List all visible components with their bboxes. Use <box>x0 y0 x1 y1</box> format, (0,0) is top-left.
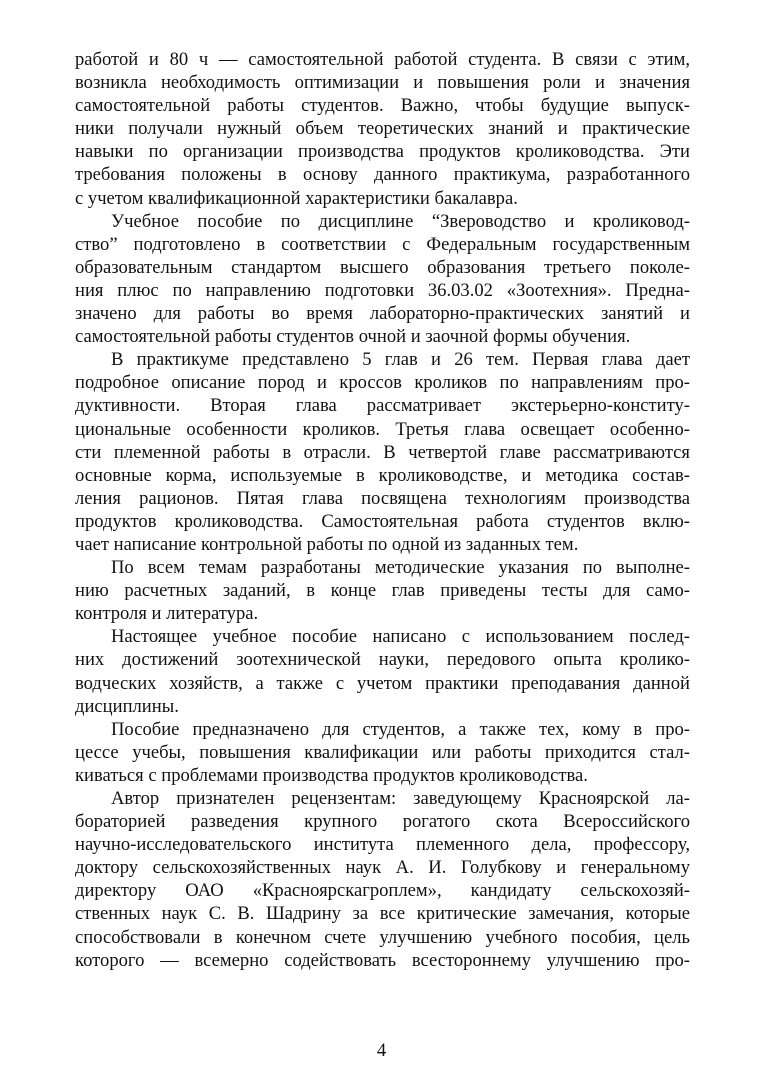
text-line: ственных наук С. В. Шадрину за все критические замечания, которые <box>75 903 690 925</box>
text-line: Пособие предназначено для студентов, а также тех, кому в про- <box>111 718 690 740</box>
text-line: основные корма, используемые в кролиководстве, и методика состав- <box>75 464 690 486</box>
text-line: ники получали нужный объем теоретических знаний и практические <box>75 118 690 140</box>
text-line: ния плюс по направлению подготовки 36.03.02 «Зоотехния». Предна- <box>75 279 690 301</box>
paragraph <box>75 625 690 717</box>
text-line: сти племенной работы в отрасли. В четвертой главе рассматриваются <box>75 441 690 463</box>
paragraph <box>75 210 690 349</box>
text-line: которого — всемерно содействовать всестороннему улучшению про- <box>75 949 690 971</box>
text-line: киваться с проблемами производства продуктов кролиководства. <box>75 764 588 786</box>
text-line: возникла необходимость оптимизации и повышения роли и значения <box>75 72 690 94</box>
text-line: самостоятельной работы студентов очной и заочной формы обучения. <box>75 326 631 348</box>
text-line: образовательным стандартом высшего образования третьего поколе- <box>75 256 690 278</box>
text-line: самостоятельной работы студентов. Важно, чтобы будущие выпуск- <box>75 95 690 117</box>
text-line: директору ОАО «Красноярскагроплем», кандидату сельскохозяй- <box>75 880 690 902</box>
text-line: продуктов кролиководства. Самостоятельная работа студентов вклю- <box>75 510 690 532</box>
text-line: Автор признателен рецензентам: заведующему Красноярской ла- <box>111 788 690 809</box>
paragraph <box>75 787 690 972</box>
paragraph <box>75 556 690 625</box>
text-line: цессе учебы, повышения квалификации или работы приходится стал- <box>75 741 690 763</box>
paragraph <box>75 348 690 556</box>
text-line: В практикуме представлено 5 глав и 26 тем. Первая глава дает <box>111 349 690 371</box>
text-line: Настоящее учебное пособие написано с использованием послед- <box>111 626 690 648</box>
text-line: с учетом квалификационной характеристики бакалавра. <box>75 187 518 209</box>
text-line: Учебное пособие по дисциплине “Звероводство и кроликовод- <box>111 210 690 232</box>
page-number: 4 <box>376 1040 387 1061</box>
text-line: По всем темам разработаны методические указания по выполне- <box>111 557 690 579</box>
text-line: дисциплины. <box>75 695 179 717</box>
text-line: научно-исследовательского института племенного дела, профессору, <box>75 834 690 856</box>
text-line: способствовали в конечном счете улучшению учебного пособия, цель <box>75 926 690 948</box>
text-line: нию расчетных заданий, в конце глав приведены тесты для само- <box>75 580 690 602</box>
text-line: значено для работы во время лабораторно-практических занятий и <box>75 303 690 325</box>
text-line: чает написание контрольной работы по одной из заданных тем. <box>75 533 579 555</box>
text-line: навыки по организации производства продуктов кролиководства. Эти <box>75 141 690 163</box>
text-line: дуктивности. Вторая глава рассматривает экстерьерно-конститу- <box>75 395 690 417</box>
text-line: контроля и литература. <box>75 603 259 625</box>
text-line: работой и 80 ч — самостоятельной работой студента. В связи с этим, <box>75 49 690 70</box>
paragraph <box>75 718 690 787</box>
text-line: циональные особенности кроликов. Третья глава освещает особенно- <box>75 418 690 440</box>
text-line: водческих хозяйств, а также с учетом практики преподавания данной <box>75 672 690 694</box>
document-body <box>75 48 690 972</box>
text-line: требования положены в основу данного практикума, разработанного <box>75 164 690 186</box>
text-line: подробное описание пород и кроссов кроликов по направлениям про- <box>75 372 690 394</box>
text-line: доктору сельскохозяйственных наук А. И. Голубкову и генеральному <box>75 857 690 879</box>
text-line: бораторией разведения крупного рогатого скота Всероссийского <box>75 811 690 833</box>
paragraph <box>75 48 690 210</box>
text-line: ство” подготовлено в соответствии с Федеральным государственным <box>75 233 690 255</box>
text-line: них достижений зоотехнической науки, передового опыта кролико- <box>75 649 690 671</box>
text-line: ления рационов. Пятая глава посвящена технологиям производства <box>75 487 690 509</box>
